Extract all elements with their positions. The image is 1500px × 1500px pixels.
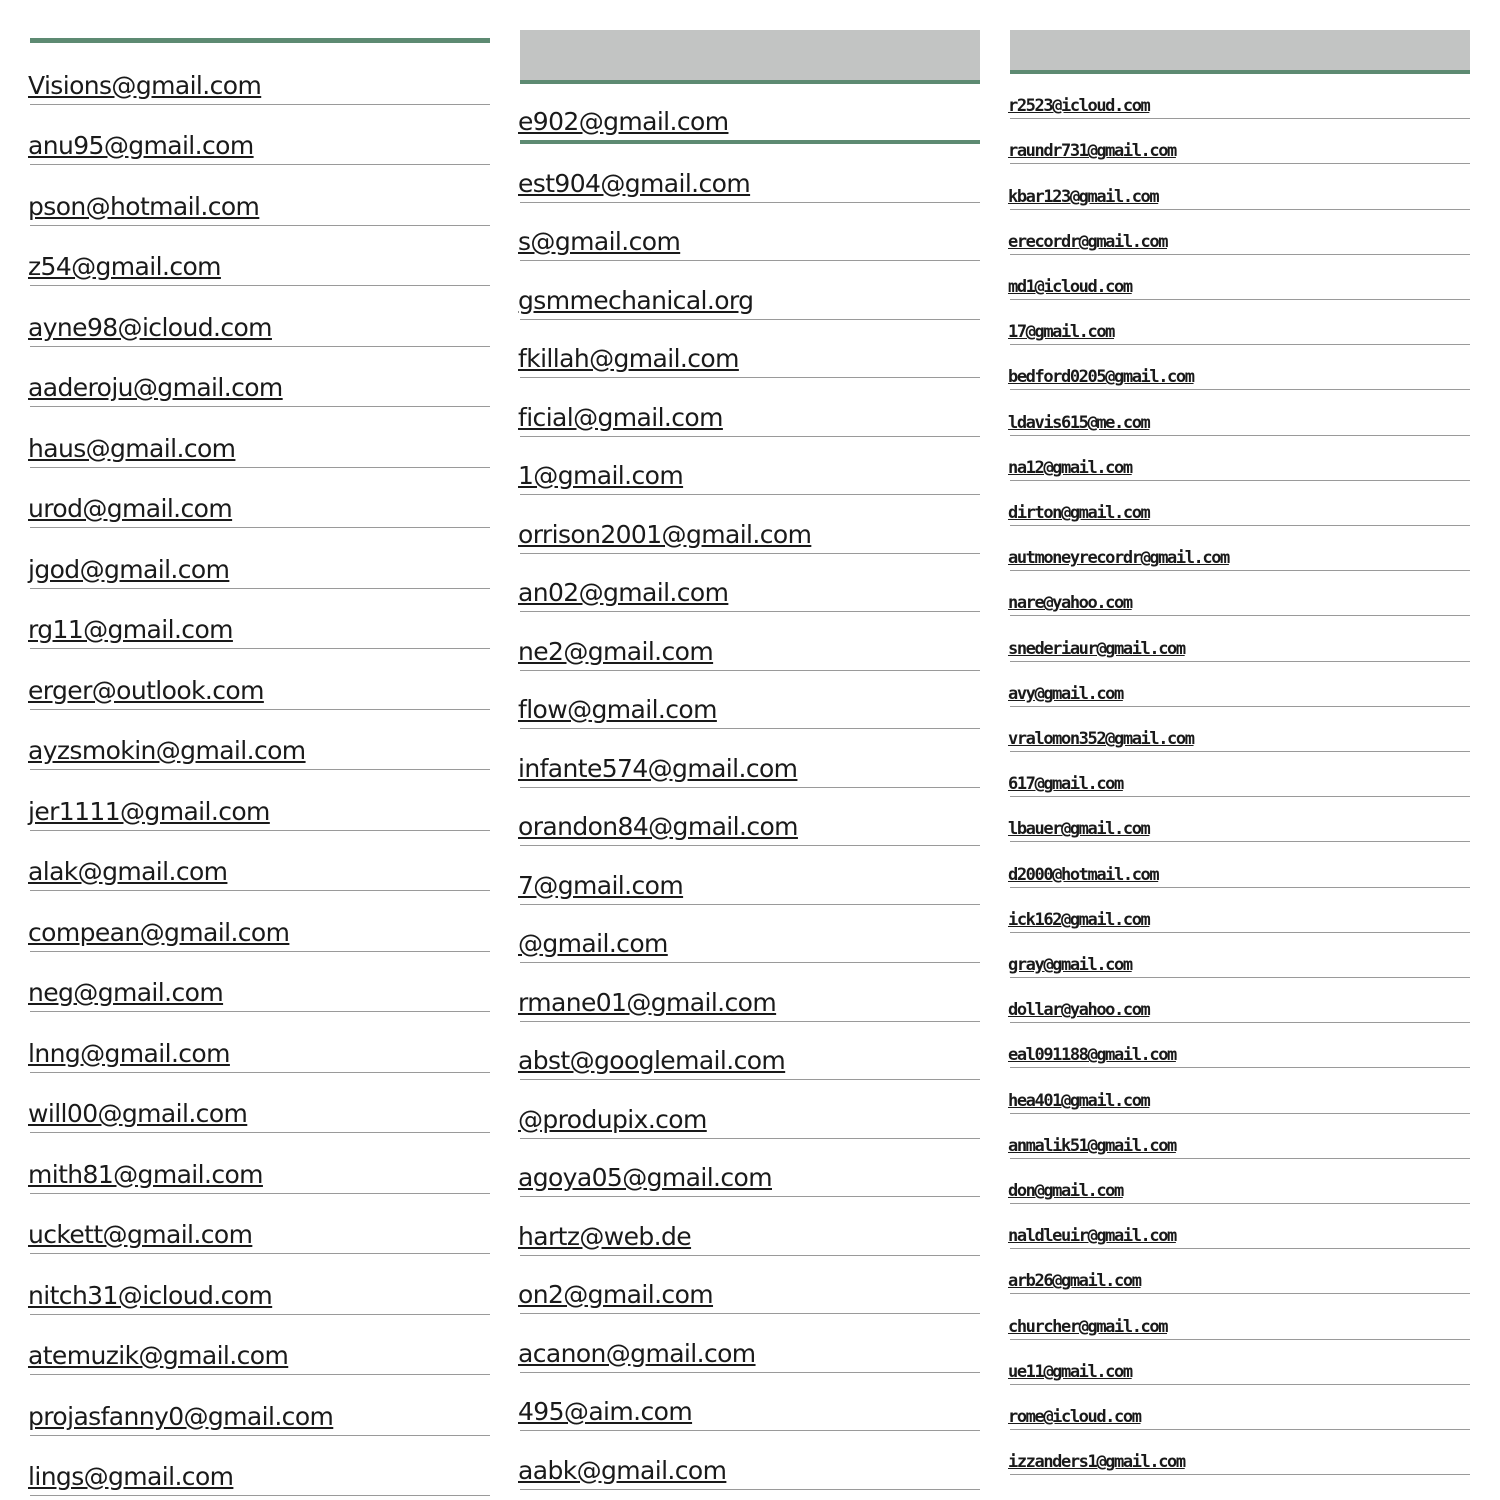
email-link[interactable]: orrison2001@gmail.com	[518, 519, 812, 549]
table-row[interactable]	[1010, 255, 1470, 300]
email-link[interactable]: uckett@gmail.com	[28, 1220, 253, 1249]
email-link[interactable]: ayzsmokin@gmail.com	[28, 736, 306, 765]
table-row[interactable]	[30, 1012, 490, 1073]
table-row[interactable]	[1010, 74, 1470, 119]
table-row[interactable]	[1010, 210, 1470, 255]
table-row[interactable]	[520, 905, 980, 964]
table-row[interactable]	[30, 528, 490, 589]
table-row[interactable]	[1010, 933, 1470, 978]
table-row[interactable]	[1010, 1023, 1470, 1068]
table-row[interactable]	[30, 1254, 490, 1315]
table-row[interactable]	[30, 105, 490, 166]
table-row[interactable]	[1010, 662, 1470, 707]
table-row[interactable]	[30, 407, 490, 468]
table-row[interactable]	[1010, 119, 1470, 164]
email-link[interactable]: ayne98@icloud.com	[28, 312, 272, 342]
table-row[interactable]	[1010, 1204, 1470, 1249]
email-link[interactable]: urod@gmail.com	[28, 494, 233, 523]
table-row[interactable]	[30, 1073, 490, 1134]
table-row[interactable]	[1010, 1385, 1470, 1430]
email-link[interactable]: dirton@gmail.com	[1008, 502, 1150, 523]
table-row[interactable]	[520, 1431, 980, 1490]
email-link[interactable]: s@gmail.com	[518, 227, 681, 256]
email-link[interactable]: nitch31@icloud.com	[28, 1280, 273, 1310]
email-link[interactable]: d2000@hotmail.com	[1008, 864, 1159, 885]
email-link[interactable]: alak@gmail.com	[28, 857, 228, 886]
table-row[interactable]	[30, 952, 490, 1013]
email-link[interactable]: hea401@gmail.com	[1008, 1090, 1150, 1111]
table-row[interactable]	[1010, 707, 1470, 752]
table-row[interactable]	[520, 378, 980, 437]
email-link[interactable]: churcher@gmail.com	[1008, 1316, 1168, 1337]
email-link[interactable]: @gmail.com	[518, 929, 668, 958]
email-link[interactable]: 1@gmail.com	[518, 461, 684, 490]
table-row[interactable]	[1010, 526, 1470, 571]
email-link[interactable]: on2@gmail.com	[518, 1280, 714, 1309]
table-row[interactable]	[1010, 888, 1470, 933]
email-link[interactable]: snederiaur@gmail.com	[1008, 638, 1185, 659]
email-list-panel-2	[518, 30, 980, 1485]
table-row[interactable]	[1010, 436, 1470, 481]
email-link[interactable]: abst@googlemail.com	[518, 1046, 786, 1075]
email-link[interactable]: ue11@gmail.com	[1008, 1361, 1132, 1382]
email-link[interactable]: jer1111@gmail.com	[28, 796, 270, 826]
email-link[interactable]: naldleuir@gmail.com	[1008, 1226, 1176, 1247]
email-link[interactable]: flow@gmail.com	[518, 695, 717, 724]
email-link[interactable]: lnng@gmail.com	[28, 1038, 230, 1068]
email-link[interactable]: est904@gmail.com	[518, 168, 751, 198]
email-link[interactable]: raundr731@gmail.com	[1008, 141, 1176, 162]
email-link[interactable]: autmoneyrecordr@gmail.com	[1008, 548, 1229, 569]
table-row[interactable]	[520, 261, 980, 320]
table-row[interactable]	[520, 1022, 980, 1081]
table-row[interactable]	[30, 44, 490, 105]
table-row[interactable]	[520, 203, 980, 262]
email-link[interactable]: orandon84@gmail.com	[518, 812, 798, 841]
email-link[interactable]: erger@outlook.com	[28, 675, 264, 705]
table-row[interactable]	[1010, 571, 1470, 616]
email-link[interactable]: atemuzik@gmail.com	[28, 1341, 289, 1370]
email-link[interactable]: ficial@gmail.com	[518, 402, 723, 432]
table-row[interactable]	[1010, 1340, 1470, 1385]
table-row[interactable]	[30, 1436, 490, 1497]
email-list-panel-3	[1008, 30, 1470, 1473]
table-row[interactable]	[1010, 1294, 1470, 1339]
table-row[interactable]	[1010, 164, 1470, 209]
email-link[interactable]: vralomon352@gmail.com	[1008, 728, 1194, 749]
email-link[interactable]: neg@gmail.com	[28, 978, 224, 1007]
table-row[interactable]	[30, 710, 490, 771]
table-row[interactable]	[30, 468, 490, 529]
table-row[interactable]	[520, 1373, 980, 1432]
email-link[interactable]: @produpix.com	[518, 1104, 707, 1134]
email-link[interactable]: r2523@icloud.com	[1008, 96, 1150, 117]
email-link[interactable]: ick162@gmail.com	[1008, 909, 1150, 930]
email-link[interactable]: 17@gmail.com	[1008, 322, 1115, 343]
table-row[interactable]	[30, 1375, 490, 1436]
table-row[interactable]	[520, 84, 980, 144]
email-link[interactable]: rome@icloud.com	[1008, 1406, 1141, 1427]
email-link[interactable]: 7@gmail.com	[518, 870, 684, 900]
email-link[interactable]: erecordr@gmail.com	[1008, 231, 1168, 252]
email-link[interactable]: will00@gmail.com	[28, 1099, 248, 1128]
table-row[interactable]	[1010, 752, 1470, 797]
email-link[interactable]: lings@gmail.com	[28, 1462, 234, 1491]
table-row[interactable]	[1010, 345, 1470, 390]
email-link[interactable]: ne2@gmail.com	[518, 636, 714, 666]
table-row[interactable]	[1010, 1159, 1470, 1204]
table-row[interactable]	[520, 495, 980, 554]
table-row[interactable]	[1010, 616, 1470, 661]
email-link[interactable]: infante574@gmail.com	[518, 753, 798, 783]
email-link[interactable]: dollar@yahoo.com	[1008, 1000, 1150, 1021]
email-link[interactable]: mith81@gmail.com	[28, 1159, 263, 1189]
table-row[interactable]	[1010, 1249, 1470, 1294]
email-link[interactable]: aabk@gmail.com	[518, 1455, 727, 1485]
email-link[interactable]: acanon@gmail.com	[518, 1338, 756, 1368]
table-row[interactable]	[520, 554, 980, 613]
email-link[interactable]: e902@gmail.com	[518, 107, 729, 136]
email-link[interactable]: arb26@gmail.com	[1008, 1271, 1141, 1292]
table-row[interactable]	[1010, 390, 1470, 435]
table-row[interactable]	[30, 286, 490, 347]
table-row[interactable]	[520, 846, 980, 905]
table-row[interactable]	[30, 589, 490, 650]
table-row[interactable]	[520, 1080, 980, 1139]
table-row[interactable]	[520, 788, 980, 847]
table-row[interactable]	[520, 963, 980, 1022]
email-link[interactable]: compean@gmail.com	[28, 917, 290, 947]
email-link[interactable]: nare@yahoo.com	[1008, 593, 1132, 614]
email-link[interactable]: lbauer@gmail.com	[1008, 819, 1150, 840]
email-link[interactable]: projasfanny0@gmail.com	[28, 1401, 334, 1431]
table-row[interactable]	[1010, 1430, 1470, 1475]
table-row[interactable]	[520, 1314, 980, 1373]
table-row[interactable]	[520, 144, 980, 203]
email-link[interactable]: an02@gmail.com	[518, 578, 729, 607]
email-link[interactable]: fkillah@gmail.com	[518, 344, 739, 373]
table-row[interactable]	[520, 1139, 980, 1198]
email-link[interactable]: izzanders1@gmail.com	[1008, 1452, 1185, 1473]
table-row[interactable]	[1010, 797, 1470, 842]
table-row[interactable]	[520, 320, 980, 379]
table-row[interactable]	[520, 1256, 980, 1315]
email-link[interactable]: hartz@web.de	[518, 1221, 692, 1251]
email-link[interactable]: gsmmechanical.org	[518, 285, 754, 315]
table-row[interactable]	[520, 612, 980, 671]
email-link[interactable]: na12@gmail.com	[1008, 457, 1132, 478]
email-link[interactable]: agoya05@gmail.com	[518, 1163, 772, 1192]
table-row[interactable]	[30, 770, 490, 831]
table-row[interactable]	[520, 437, 980, 496]
table-row[interactable]	[1010, 978, 1470, 1023]
column-header	[1010, 30, 1470, 70]
table-row[interactable]	[520, 671, 980, 730]
header-divider	[30, 38, 490, 43]
table-row[interactable]	[30, 891, 490, 952]
email-link[interactable]: rg11@gmail.com	[28, 615, 233, 644]
table-row[interactable]	[30, 831, 490, 892]
table-row[interactable]	[30, 1194, 490, 1255]
email-link[interactable]: z54@gmail.com	[28, 252, 221, 281]
table-row[interactable]	[1010, 1068, 1470, 1113]
table-row[interactable]	[1010, 300, 1470, 345]
column-header	[520, 30, 980, 80]
email-link[interactable]: gray@gmail.com	[1008, 954, 1132, 975]
email-link[interactable]: rmane01@gmail.com	[518, 987, 777, 1017]
table-row[interactable]	[30, 226, 490, 287]
table-row[interactable]	[30, 347, 490, 408]
email-link[interactable]: don@gmail.com	[1008, 1180, 1123, 1201]
email-link[interactable]: aaderoju@gmail.com	[28, 373, 283, 402]
table-row[interactable]	[1010, 481, 1470, 526]
table-row[interactable]	[30, 1133, 490, 1194]
table-row[interactable]	[30, 1315, 490, 1376]
email-link[interactable]: Visions@gmail.com	[28, 70, 262, 100]
table-row[interactable]	[520, 729, 980, 788]
email-link[interactable]: md1@icloud.com	[1008, 276, 1132, 297]
email-link[interactable]: anmalik51@gmail.com	[1008, 1135, 1176, 1156]
email-list-panel-1	[28, 30, 490, 1491]
email-link[interactable]: kbar123@gmail.com	[1008, 186, 1159, 207]
table-row[interactable]	[520, 1197, 980, 1256]
table-row[interactable]	[30, 649, 490, 710]
email-link[interactable]: ldavis615@me.com	[1008, 412, 1150, 433]
email-link[interactable]: avy@gmail.com	[1008, 683, 1123, 704]
table-row[interactable]	[30, 165, 490, 226]
email-link[interactable]: haus@gmail.com	[28, 433, 236, 463]
email-link[interactable]: anu95@gmail.com	[28, 131, 254, 160]
table-row[interactable]	[1010, 842, 1470, 887]
table-row[interactable]	[1010, 1114, 1470, 1159]
email-link[interactable]: jgod@gmail.com	[28, 554, 230, 584]
email-link[interactable]: pson@hotmail.com	[28, 191, 260, 221]
email-link[interactable]: 617@gmail.com	[1008, 774, 1123, 795]
email-link[interactable]: eal091188@gmail.com	[1008, 1045, 1176, 1066]
email-link[interactable]: bedford0205@gmail.com	[1008, 367, 1194, 388]
email-link[interactable]: 495@aim.com	[518, 1397, 693, 1426]
